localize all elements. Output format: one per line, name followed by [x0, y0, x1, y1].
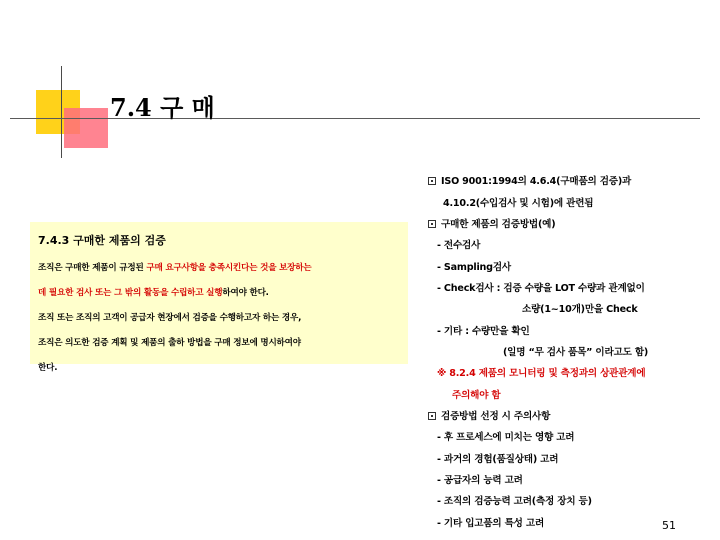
sub-item: - Check검사 : 검증 수량을 LOT 수량과 관계없이: [437, 283, 645, 294]
square-bullet-icon: [428, 412, 436, 420]
quote-line-1: [38, 261, 408, 273]
quote-line-4: 조직은 의도한 검증 계획 및 제품의 출하 방법을 구매 정보에 명시하여야: [38, 338, 301, 348]
bullet-item: [428, 408, 550, 422]
decorative-pink-square: [64, 108, 108, 148]
sub-item-continuation: 소량(1~10개)만을 Check: [522, 304, 638, 315]
quote-line-1-highlight: 구매 요구사항을 충족시킨다는 것을 보장하는: [146, 263, 312, 273]
quote-line-2-highlight: 데 필요한 검사 또는 그 밖의 활동을 수립하고 실행: [38, 288, 223, 298]
quote-box: [30, 222, 408, 373]
page-number: 51: [662, 519, 676, 532]
sub-item: - 기타 입고품의 특성 고려: [437, 518, 545, 529]
bullet-item: [428, 173, 631, 187]
quote-line-1-text: 조직은 구매한 제품이 규정된: [38, 263, 147, 273]
sub-item: - 공급자의 능력 고려: [437, 475, 523, 486]
sub-item: - 조직의 검증능력 고려(측정 장치 등): [437, 496, 592, 507]
square-bullet-icon: [428, 177, 436, 185]
bullet-item: [428, 216, 555, 230]
bullet-text: 구매한 제품의 검증방법(예): [441, 219, 556, 230]
quote-line-5: 한다.: [38, 363, 58, 373]
square-bullet-icon: [428, 220, 436, 228]
quote-line-2-text: 하여야 한다.: [222, 288, 269, 298]
quote-line-2: [38, 286, 408, 298]
quote-box-heading: 7.4.3 구매한 제품의 검증: [38, 234, 166, 247]
slide-title: 7.4 구 매: [110, 93, 215, 122]
note-continuation: 주의해야 함: [452, 390, 501, 401]
sub-item: - Sampling검사: [437, 262, 511, 273]
note-line: ※ 8.2.4 제품의 모니터링 및 측정과의 상관관계에: [437, 368, 646, 379]
sub-item: - 기타 : 수량만을 확인: [437, 326, 530, 337]
sub-item-continuation: (일명 “무 검사 품목” 이라고도 함): [503, 347, 649, 358]
bullet-text: 검증방법 선정 시 주의사항: [441, 411, 551, 422]
sub-item: - 전수검사: [437, 240, 481, 251]
quote-line-3: 조직 또는 조직의 고객이 공급자 현장에서 검증을 수행하고자 하는 경우,: [38, 313, 302, 323]
decorative-vertical-line: [61, 66, 62, 158]
bullet-continuation: 4.10.2(수입검사 및 시험)에 관련됨: [443, 198, 594, 209]
sub-item: - 과거의 경험(품질상태) 고려: [437, 454, 559, 465]
sub-item: - 후 프로세스에 미치는 영향 고려: [437, 432, 575, 443]
bullet-text: ISO 9001:1994의 4.6.4(구매품의 검증)과: [441, 176, 632, 187]
